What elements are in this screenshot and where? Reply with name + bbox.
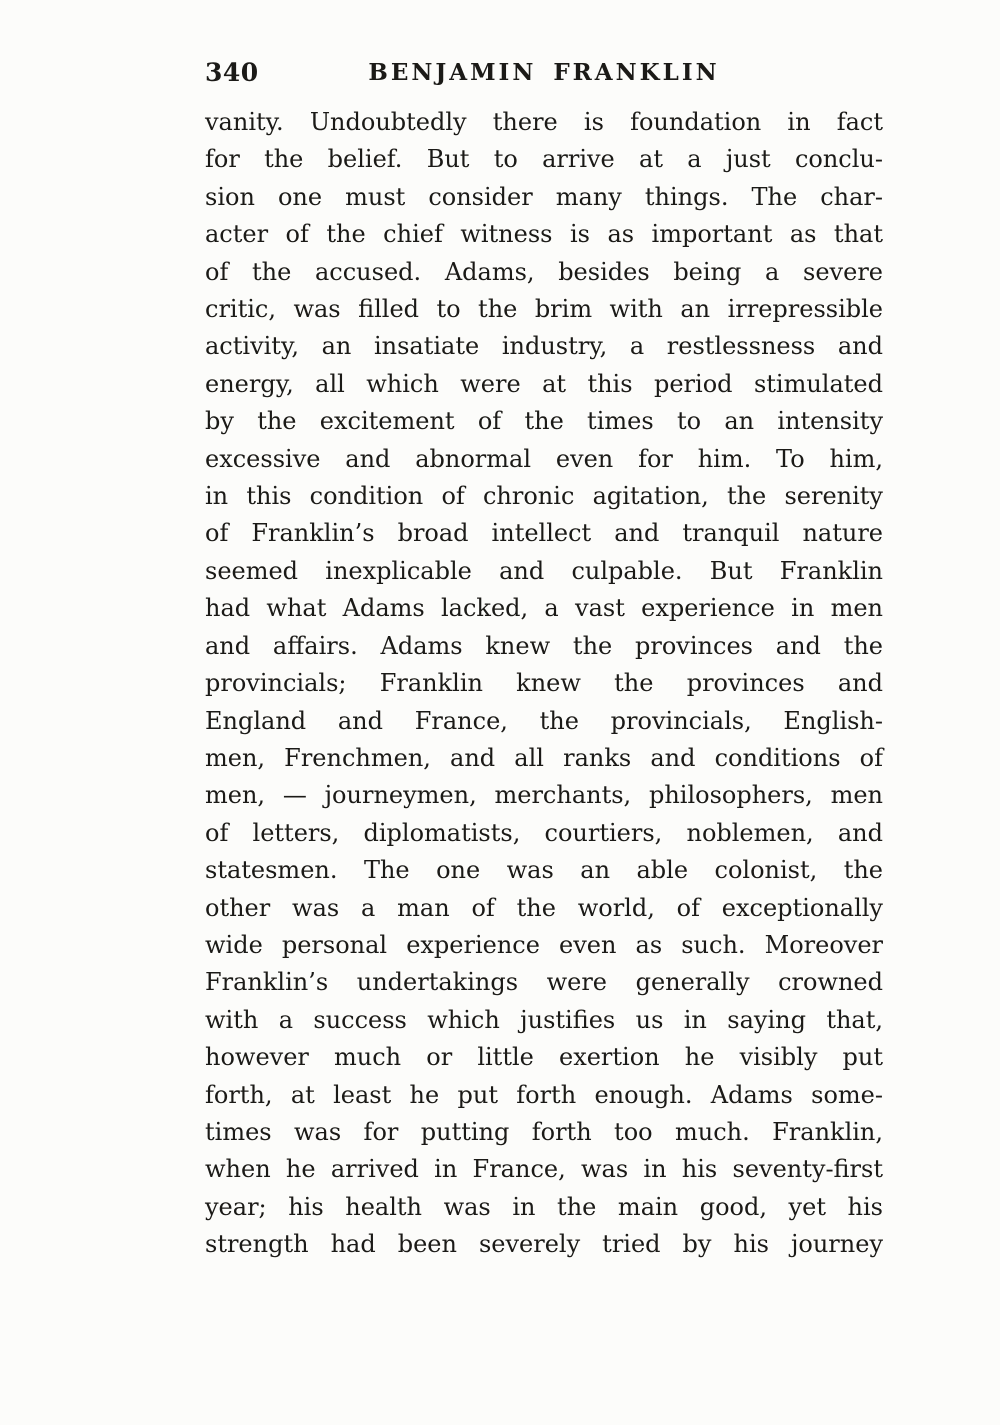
text-line: sion one must consider many things. The char- — [205, 182, 883, 211]
text-line: and affairs. Adams knew the provinces and the — [205, 631, 883, 660]
text-line: of letters, diplomatists, courtiers, noblemen, and — [205, 818, 883, 847]
text-line: statesmen. The one was an able colonist, the — [205, 856, 883, 885]
text-line: wide personal experience even as such. Moreover — [205, 930, 883, 959]
text-line: seemed inexplicable and culpable. But Franklin — [205, 556, 883, 585]
text-line: excessive and abnormal even for him. To him, — [205, 444, 883, 473]
text-line: acter of the chief witness is as important as that — [205, 220, 883, 249]
text-line: in this condition of chronic agitation, the serenity — [205, 482, 883, 511]
page-header — [205, 58, 883, 90]
text-line: year; his health was in the main good, yet his — [205, 1192, 883, 1221]
page-number: 340 — [205, 58, 259, 87]
text-line: other was a man of the world, of exceptionally — [205, 893, 883, 922]
text-line: forth, at least he put forth enough. Adams some- — [205, 1080, 883, 1109]
text-line: strength had been severely tried by his journey — [205, 1230, 883, 1259]
text-line: Franklin’s undertakings were generally crowned — [205, 968, 883, 997]
text-line: activity, an insatiate industry, a restlessness and — [205, 332, 883, 361]
text-line: had what Adams lacked, a vast experience in men — [205, 594, 883, 623]
text-line: men, — journeymen, merchants, philosophers, men — [205, 781, 883, 810]
text-line: critic, was filled to the brim with an irrepressible — [205, 295, 883, 324]
text-line: however much or little exertion he visibly put — [205, 1043, 883, 1072]
text-line: vanity. Undoubtedly there is foundation in fact — [205, 108, 883, 136]
text-line: England and France, the provincials, English- — [205, 706, 883, 735]
text-line: for the belief. But to arrive at a just conclu- — [205, 145, 883, 174]
text-line: with a success which justifies us in saying that, — [205, 1005, 883, 1034]
text-line: provincials; Franklin knew the provinces and — [205, 669, 883, 698]
text-line: when he arrived in France, was in his seventy-first — [205, 1155, 883, 1184]
text-line: of Franklin’s broad intellect and tranquil nature — [205, 519, 883, 548]
text-line: men, Frenchmen, and all ranks and conditions of — [205, 743, 883, 772]
text-line: times was for putting forth too much. Franklin, — [205, 1117, 883, 1146]
body-text — [205, 104, 883, 1264]
running-head: BENJAMIN FRANKLIN — [368, 59, 720, 86]
text-line: of the accused. Adams, besides being a severe — [205, 257, 883, 286]
text-line: energy, all which were at this period stimulated — [205, 369, 883, 398]
text-line: by the excitement of the times to an intensity — [205, 407, 883, 436]
